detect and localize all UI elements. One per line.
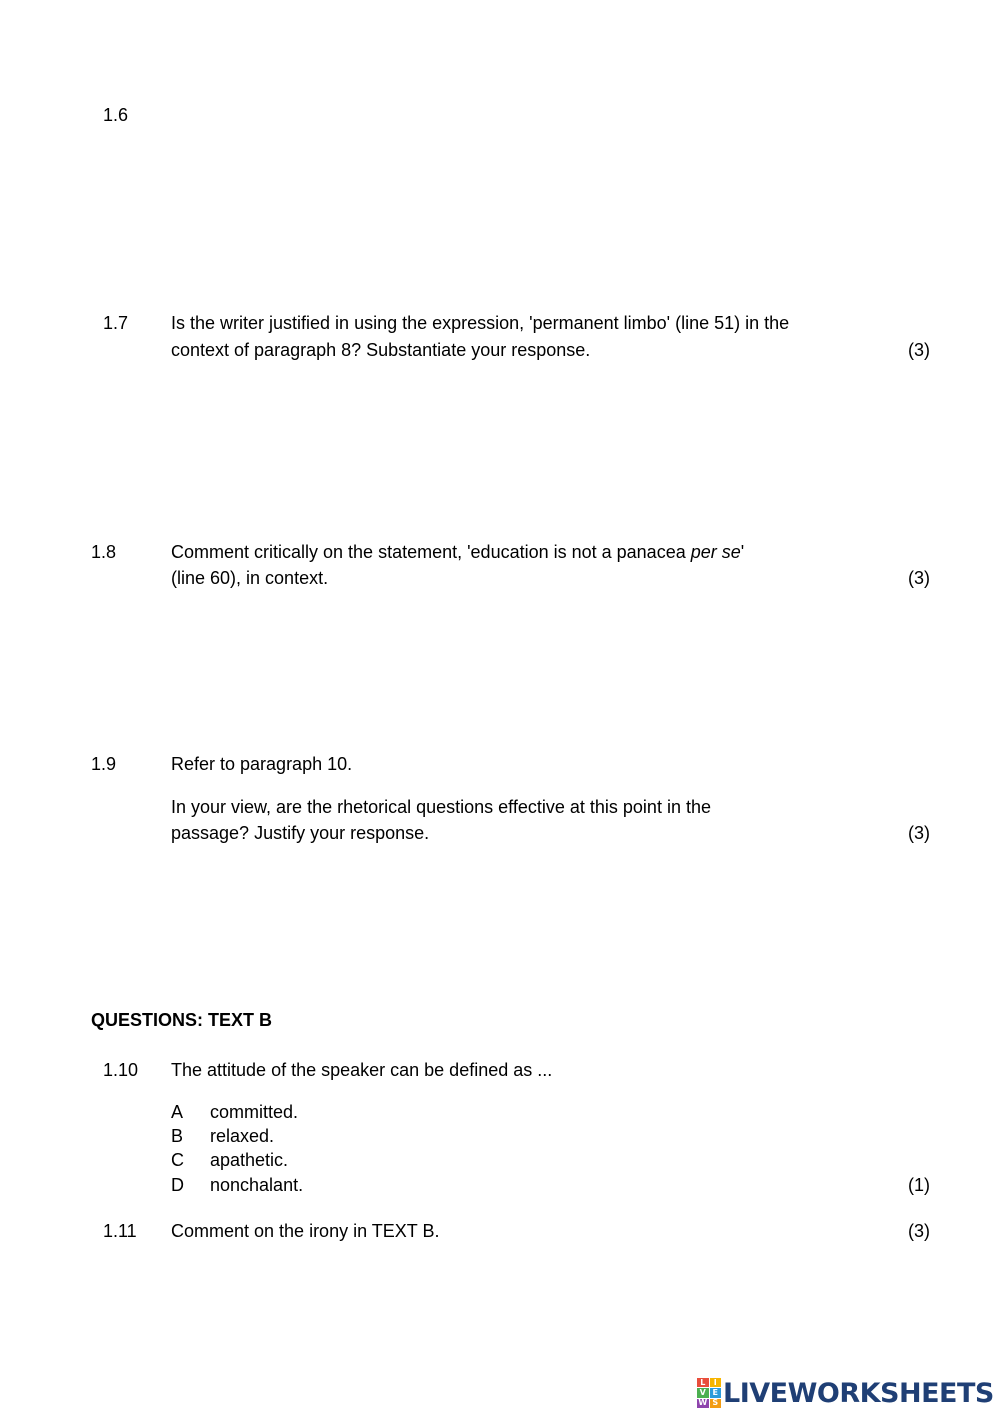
question-1-9-text-line2: passage? Justify your response. — [171, 823, 430, 843]
question-1-9-number: 1.9 — [91, 754, 117, 774]
question-1-8-italic-term: per se — [690, 542, 741, 562]
question-1-8-text-line2: (line 60), in context. — [171, 568, 329, 588]
logo-icon-cell: W — [698, 1398, 708, 1408]
question-1-11-text: Comment on the irony in TEXT B. — [171, 1221, 440, 1241]
option-b-letter: B — [171, 1126, 184, 1146]
liveworksheets-logo-icon — [697, 1378, 721, 1408]
logo-icon-cell: S — [710, 1399, 722, 1408]
question-1-8-text-before: Comment critically on the statement, 'education is not a panacea — [171, 542, 691, 562]
option-a-letter: A — [171, 1102, 184, 1122]
question-1-6-number: 1.6 — [103, 105, 129, 125]
question-1-7-text-line1: Is the writer justified in using the expression, 'permanent limbo' (line 51) in the — [171, 313, 790, 333]
option-d-letter: D — [171, 1175, 184, 1195]
option-c-letter: C — [171, 1150, 184, 1170]
liveworksheets-logo[interactable] — [697, 1376, 994, 1410]
logo-icon-cell: L — [697, 1378, 709, 1387]
option-d-text: nonchalant. — [210, 1175, 304, 1195]
question-1-10-marks: (1) — [908, 1175, 930, 1195]
section-heading-text-b: QUESTIONS: TEXT B — [91, 1010, 273, 1030]
question-1-9-intro: Refer to paragraph 10. — [171, 754, 353, 774]
question-1-9-text-line1: In your view, are the rhetorical questions effective at this point in the — [171, 797, 711, 817]
logo-icon-cell: V — [697, 1388, 709, 1397]
logo-icon-cell: E — [710, 1388, 722, 1397]
question-1-11-marks: (3) — [908, 1221, 930, 1241]
question-1-7-text-line2: context of paragraph 8? Substantiate your response. — [171, 340, 591, 360]
question-1-8-text-line1 — [171, 541, 744, 563]
question-1-7-marks: (3) — [908, 340, 930, 360]
option-c-text: apathetic. — [210, 1150, 289, 1170]
option-a-text: committed. — [210, 1102, 299, 1122]
liveworksheets-logo-text: LIVEWORKSHEETS — [723, 1377, 994, 1409]
question-1-9-marks: (3) — [908, 823, 930, 843]
question-1-11-number: 1.11 — [103, 1221, 137, 1241]
question-1-8-text-after: ' — [740, 542, 745, 562]
question-1-10-number: 1.10 — [103, 1060, 139, 1080]
question-1-8-number: 1.8 — [91, 542, 117, 562]
question-1-8-marks: (3) — [908, 568, 930, 588]
question-1-7-number: 1.7 — [103, 313, 129, 333]
question-1-10-stem: The attitude of the speaker can be defined as ... — [171, 1060, 553, 1080]
logo-icon-cell: I — [710, 1378, 722, 1387]
option-b-text: relaxed. — [210, 1126, 275, 1146]
